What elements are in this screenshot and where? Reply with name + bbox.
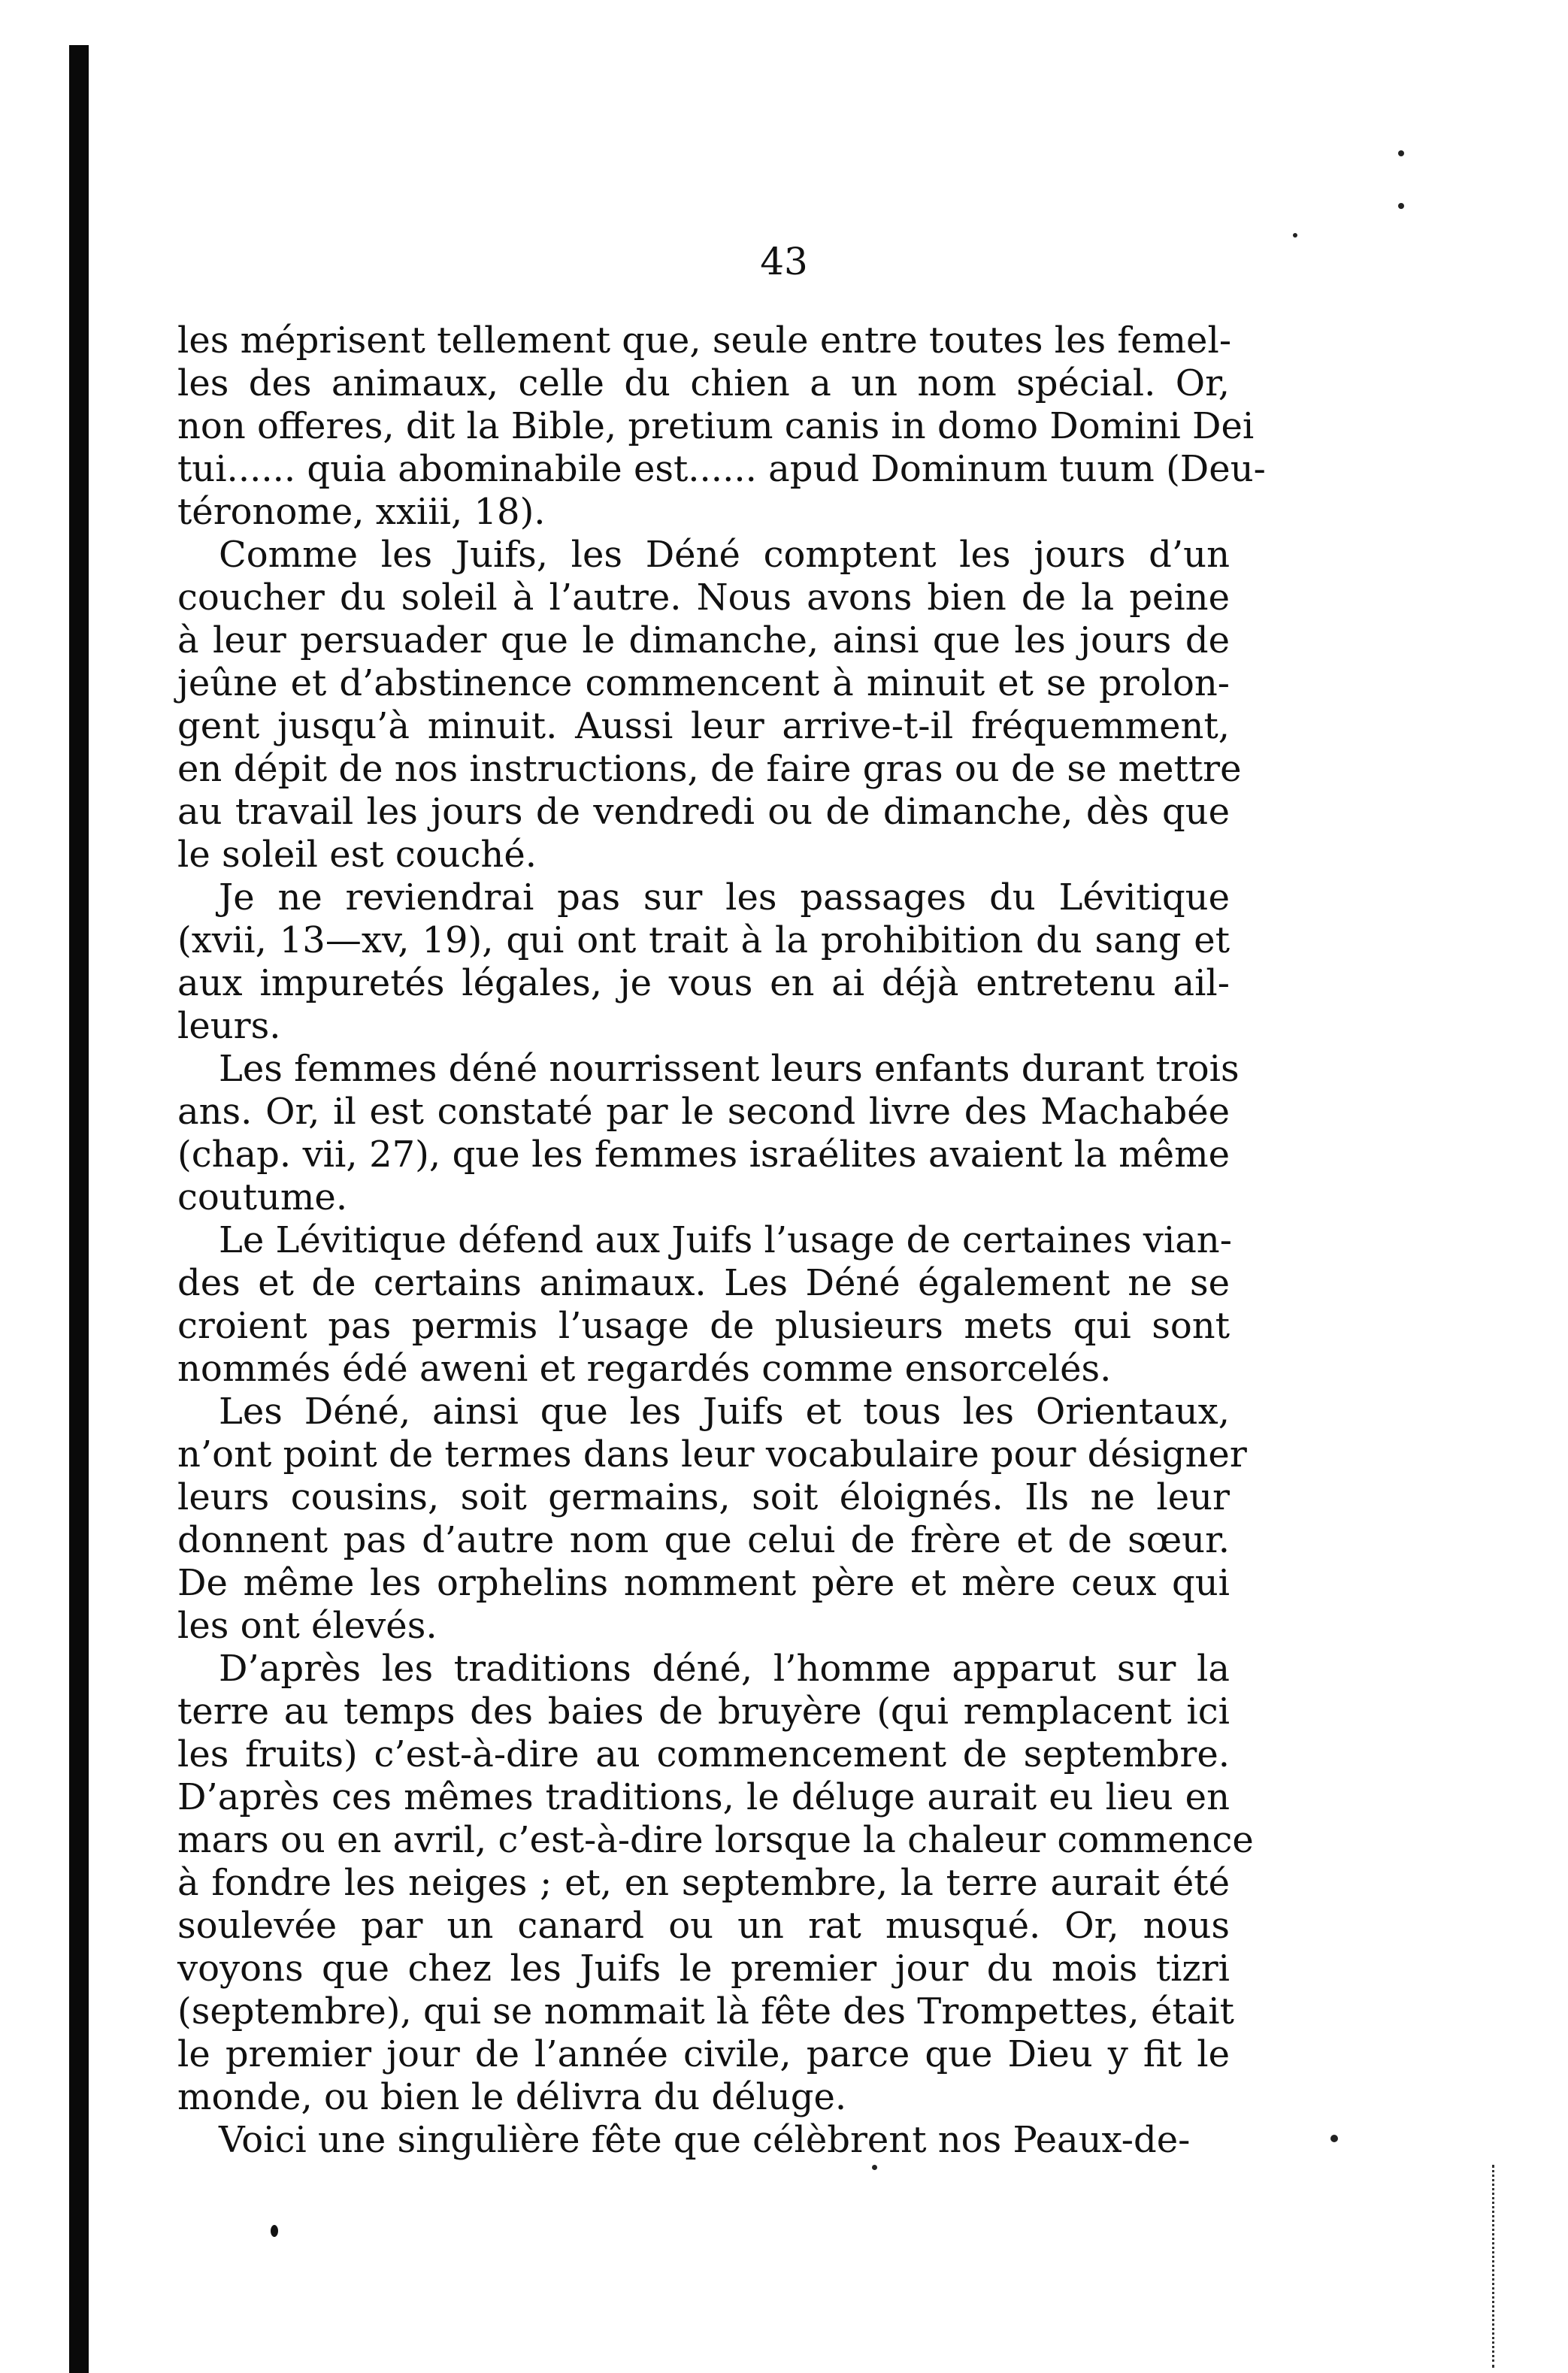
- text-line: terre au temps des baies de bruyère (qui remplacent ici: [177, 1690, 1230, 1733]
- text-line: Le Lévitique défend aux Juifs l’usage de certaines vian-: [219, 1219, 1232, 1261]
- text-line: les des animaux, celle du chien a un nom spécial. Or,: [177, 362, 1230, 404]
- text-line: jeûne et d’abstinence commencent à minuit et se prolon-: [177, 662, 1230, 704]
- text-line: mars ou en avril, c’est-à-dire lorsque la chaleur commence: [177, 1819, 1254, 1861]
- scan-speck: [1293, 233, 1297, 238]
- text-line: nommés édé aweni et regardés comme ensorcelés.: [177, 1348, 1112, 1390]
- text-line: les méprisent tellement que, seule entre toutes les femel-: [177, 319, 1232, 362]
- text-line: à leur persuader que le dimanche, ainsi que les jours de: [177, 619, 1230, 661]
- text-line: Les femmes déné nourrissent leurs enfants durant trois: [219, 1048, 1240, 1090]
- text-line: monde, ou bien le délivra du déluge.: [177, 2076, 847, 2118]
- text-line: des et de certains animaux. Les Déné également ne se: [177, 1262, 1230, 1304]
- text-line: Les Déné, ainsi que les Juifs et tous les Orientaux,: [219, 1391, 1230, 1433]
- scan-speck: [271, 2225, 278, 2237]
- scan-speck: [1398, 203, 1404, 209]
- scan-edge-noise: [1492, 2165, 1497, 2368]
- text-line: D’après les traditions déné, l’homme apparut sur la: [219, 1648, 1230, 1690]
- text-line: téronome, xxiii, 18).: [177, 491, 546, 533]
- scan-speck: [872, 2165, 877, 2170]
- text-line: en dépit de nos instructions, de faire gras ou de se mettre: [177, 748, 1242, 790]
- text-line: D’après ces mêmes traditions, le déluge aurait eu lieu en: [177, 1776, 1230, 1818]
- text-line: soulevée par un canard ou un rat musqué. Or, nous: [177, 1905, 1230, 1947]
- text-line: les ont élevés.: [177, 1605, 437, 1647]
- body-text: [177, 319, 1266, 2162]
- text-line: ans. Or, il est constaté par le second livre des Machabée: [177, 1091, 1230, 1133]
- text-line: donnent pas d’autre nom que celui de frère et de sœur.: [177, 1519, 1230, 1561]
- text-line: coutume.: [177, 1176, 348, 1218]
- text-line: non offeres, dit la Bible, pretium canis in domo Domini Dei: [177, 405, 1255, 447]
- text-line: Je ne reviendrai pas sur les passages du Lévitique: [219, 876, 1230, 919]
- text-line: aux impuretés légales, je vous en ai déjà entretenu ail-: [177, 962, 1230, 1004]
- text-line: (chap. vii, 27), que les femmes israélites avaient la même: [177, 1134, 1230, 1176]
- text-line: coucher du soleil à l’autre. Nous avons bien de la peine: [177, 577, 1230, 619]
- text-line: au travail les jours de vendredi ou de dimanche, dès que: [177, 791, 1230, 833]
- text-line: (xvii, 13—xv, 19), qui ont trait à la prohibition du sang et: [177, 919, 1230, 961]
- text-line: leurs.: [177, 1005, 281, 1047]
- text-line: n’ont point de termes dans leur vocabulaire pour désigner: [177, 1433, 1247, 1476]
- text-line: voyons que chez les Juifs le premier jour du mois tizri: [177, 1948, 1230, 1990]
- text-line: croient pas permis l’usage de plusieurs mets qui sont: [177, 1305, 1230, 1347]
- scan-speck: [1398, 150, 1404, 156]
- text-line: Comme les Juifs, les Déné comptent les jours d’un: [219, 534, 1230, 576]
- page-number: 43: [760, 240, 808, 283]
- text-line: tui...... quia abominabile est...... apud Dominum tuum (Deu-: [177, 448, 1266, 490]
- text-line: le soleil est couché.: [177, 834, 537, 876]
- text-line: le premier jour de l’année civile, parce que Dieu y fit le: [177, 2033, 1230, 2075]
- text-line: gent jusqu’à minuit. Aussi leur arrive-t-il fréquemment,: [177, 705, 1230, 747]
- text-line: (septembre), qui se nommait là fête des Trompettes, était: [177, 1990, 1234, 2032]
- scan-speck: [1330, 2135, 1338, 2142]
- scan-binding-edge: [69, 45, 89, 2373]
- text-line: Voici une singulière fête que célèbrent nos Peaux-de-: [219, 2119, 1191, 2161]
- text-line: à fondre les neiges ; et, en septembre, la terre aurait été: [177, 1862, 1230, 1904]
- text-line: les fruits) c’est-à-dire au commencement de septembre.: [177, 1733, 1230, 1775]
- text-line: De même les orphelins nomment père et mère ceux qui: [177, 1562, 1230, 1604]
- text-line: leurs cousins, soit germains, soit éloignés. Ils ne leur: [177, 1476, 1230, 1518]
